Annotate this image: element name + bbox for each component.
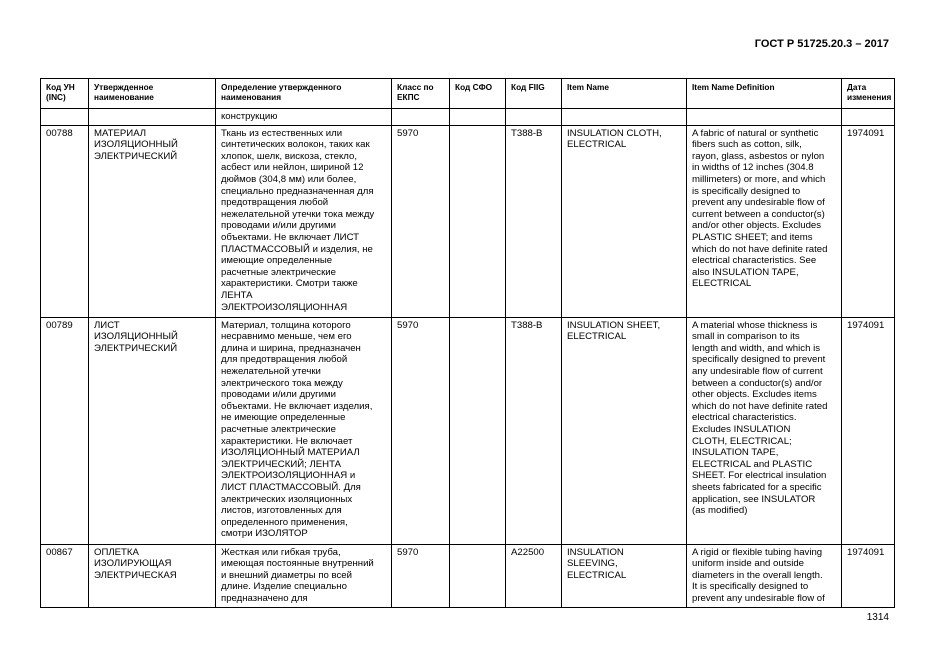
cell-class: 5970 bbox=[392, 317, 450, 544]
cell-class: 5970 bbox=[392, 125, 450, 317]
cell-date: 1974091 bbox=[842, 125, 895, 317]
cell-empty bbox=[562, 109, 687, 126]
header-item-name: Item Name bbox=[562, 79, 687, 109]
table-row bbox=[41, 317, 895, 544]
cell-fiig: T388-B bbox=[506, 317, 562, 544]
cell-empty bbox=[450, 109, 506, 126]
cell-fiig: A22500 bbox=[506, 544, 562, 607]
cell-empty bbox=[842, 109, 895, 126]
header-definition-ru: Определение утвержденного наименования bbox=[216, 79, 392, 109]
cell-date: 1974091 bbox=[842, 317, 895, 544]
header-sfo: Код СФО bbox=[450, 79, 506, 109]
table-row bbox=[41, 125, 895, 317]
cell-definition-ru: Ткань из естественных или синтетических волокон, таких как хлопок, шелк, вискоза, стекло, асбест или нейлон, шириной 12 дюймов (304,8 мм) или более, специально предназначенная для предотвращения любой нежелательной утечки тока между проводами и/или другими объектами. Не включает ЛИСТ ПЛАСТМАССОВЫЙ и изделия, не имеющие определенные расчетные электрические характеристики. Смотри также ЛЕНТА ЭЛЕКТРОИЗОЛЯЦИОННАЯ bbox=[216, 125, 392, 317]
cell-definition-continuation: конструкцию bbox=[216, 109, 392, 126]
cell-sfo bbox=[450, 317, 506, 544]
table-header-row bbox=[41, 79, 895, 109]
cell-sfo bbox=[450, 125, 506, 317]
catalog-table bbox=[40, 78, 895, 608]
cell-item-definition: A fabric of natural or synthetic fibers such as cotton, silk, rayon, glass, asbestos or nylon in widths of 12 inches (304.8 millimeters) or more, and which is specifically designed to prevent any undesirable flow of current between a conductor(s) and/or other objects. Excludes PLASTIC SHEET; and items which do not have definite rated electrical characteristics. See also INSULATION TAPE, ELECTRICAL bbox=[687, 125, 842, 317]
cell-empty bbox=[392, 109, 450, 126]
cell-inc: 00789 bbox=[41, 317, 89, 544]
cell-item-definition: A material whose thickness is small in comparison to its length and width, and which is specifically designed to prevent any undesirable flow of current between a conductor(s) and/or other objects. Excludes items which do not have definite rated electrical characteristics. Excludes INSULATION CLOTH, ELECTRICAL; INSULATION TAPE, ELECTRICAL and PLASTIC SHEET. For electrical insulation sheets fabricated for a specific application, see INSULATOR (as modified) bbox=[687, 317, 842, 544]
header-class: Класс по ЕКПС bbox=[392, 79, 450, 109]
cell-sfo bbox=[450, 544, 506, 607]
header-name-ru: Утвержденное наименование bbox=[89, 79, 216, 109]
cell-name-ru: ЛИСТ ИЗОЛЯЦИОННЫЙ ЭЛЕКТРИЧЕСКИЙ bbox=[89, 317, 216, 544]
cell-empty bbox=[506, 109, 562, 126]
cell-definition-ru: Материал, толщина которого несравнимо меньше, чем его длина и ширина, предназначен для предотвращения любой нежелательной утечки электрического тока между проводами и/или другими объектами. Не включает изделия, не имеющие определенные расчетные электрические характеристики. Не включает ИЗОЛЯЦИОННЫЙ МАТЕРИАЛ ЭЛЕКТРИЧЕСКИЙ; ЛЕНТА ЭЛЕКТРОИЗОЛЯЦИОННАЯ и ЛИСТ ПЛАСТМАССОВЫЙ. Для электрических изоляционных листов, изготовленных для определенного применения, смотри ИЗОЛЯТОР bbox=[216, 317, 392, 544]
header-item-definition: Item Name Definition bbox=[687, 79, 842, 109]
page-number: 1314 bbox=[866, 612, 889, 623]
cell-empty bbox=[89, 109, 216, 126]
cell-item-name: INSULATION SLEEVING, ELECTRICAL bbox=[562, 544, 687, 607]
cell-item-definition: A rigid or flexible tubing having uniform inside and outside diameters in the overall length. It is specifically designed to prevent any undesirable flow of bbox=[687, 544, 842, 607]
header-fiig: Код FIIG bbox=[506, 79, 562, 109]
cell-class: 5970 bbox=[392, 544, 450, 607]
header-date: Дата изменения bbox=[842, 79, 895, 109]
cell-date: 1974091 bbox=[842, 544, 895, 607]
document-title: ГОСТ Р 51725.20.3 – 2017 bbox=[754, 38, 889, 50]
table-row bbox=[41, 544, 895, 607]
cell-empty bbox=[687, 109, 842, 126]
cell-inc: 00867 bbox=[41, 544, 89, 607]
cell-name-ru: ОПЛЕТКА ИЗОЛИРУЮЩАЯ ЭЛЕКТРИЧЕСКАЯ bbox=[89, 544, 216, 607]
cell-fiig: T388-B bbox=[506, 125, 562, 317]
header-inc: Код УН (INC) bbox=[41, 79, 89, 109]
cell-item-name: INSULATION CLOTH, ELECTRICAL bbox=[562, 125, 687, 317]
cell-empty bbox=[41, 109, 89, 126]
cell-name-ru: МАТЕРИАЛ ИЗОЛЯЦИОННЫЙ ЭЛЕКТРИЧЕСКИЙ bbox=[89, 125, 216, 317]
table-row-continuation bbox=[41, 109, 895, 126]
cell-item-name: INSULATION SHEET, ELECTRICAL bbox=[562, 317, 687, 544]
cell-inc: 00788 bbox=[41, 125, 89, 317]
cell-definition-ru: Жесткая или гибкая труба, имеющая постоянные внутренний и внешний диаметры по всей длине. Изделие специально предназначено для bbox=[216, 544, 392, 607]
